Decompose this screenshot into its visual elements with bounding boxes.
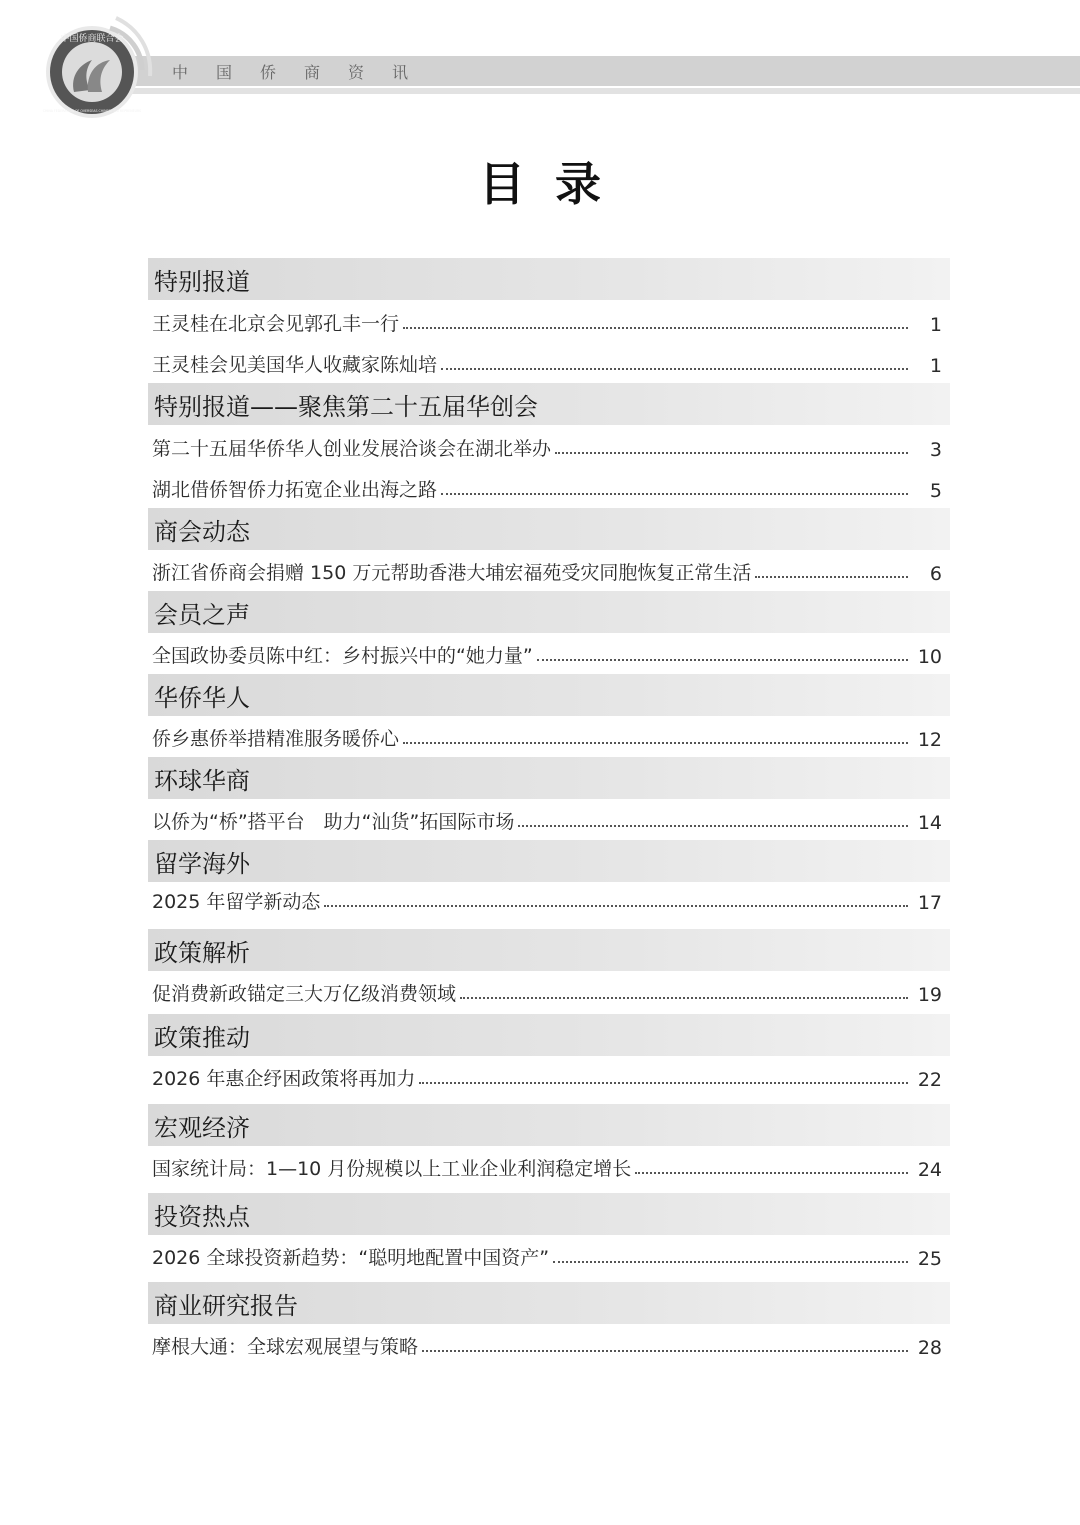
- toc-entry-page-number: 1: [929, 314, 942, 336]
- section-title: 投资热点: [154, 1203, 250, 1231]
- toc-entry-title: 王灵桂在北京会见郭孔丰一行: [152, 313, 400, 335]
- section-title: 环球华商: [154, 767, 250, 795]
- section-header: [148, 757, 950, 799]
- section-title: 商会动态: [154, 518, 250, 546]
- toc-entry-title: 摩根大通：全球宏观展望与策略: [152, 1336, 419, 1358]
- toc-entry-title: 2026 年惠企纾困政策将再加力: [152, 1068, 416, 1090]
- toc-entry-title: 侨乡惠侨举措精准服务暖侨心: [152, 728, 400, 750]
- section-title: 特别报道——聚焦第二十五届华创会: [154, 393, 538, 421]
- section-header: [148, 383, 950, 425]
- section-header: [148, 1014, 950, 1056]
- toc-entry[interactable]: [152, 638, 942, 668]
- toc-entry[interactable]: [152, 347, 942, 377]
- toc-entry[interactable]: [152, 1329, 942, 1359]
- section-header: [148, 1104, 950, 1146]
- toc-entry-title: 第二十五届华侨华人创业发展洽谈会在湖北举办: [152, 438, 552, 460]
- dot-leader: [441, 368, 908, 370]
- section-header: [148, 591, 950, 633]
- dot-leader: [403, 327, 908, 329]
- toc-entry-page-number: 22: [917, 1069, 942, 1091]
- toc-entry[interactable]: [152, 804, 942, 834]
- toc-entry[interactable]: [152, 555, 942, 585]
- dot-leader: [537, 659, 908, 661]
- dot-leader: [441, 493, 908, 495]
- dot-leader: [635, 1172, 908, 1174]
- dot-leader: [518, 825, 908, 827]
- toc-entry-title: 促消费新政锚定三大万亿级消费领域: [152, 983, 457, 1005]
- toc-entry-title: 国家统计局：1—10 月份规模以上工业企业利润稳定增长: [152, 1158, 632, 1180]
- dot-leader: [460, 997, 908, 999]
- toc-entry-title: 全国政协委员陈中红：乡村振兴中的“她力量”: [152, 645, 533, 667]
- dot-leader: [324, 905, 908, 907]
- toc-entry[interactable]: [152, 306, 942, 336]
- toc-entry-title: 王灵桂会见美国华人收藏家陈灿培: [152, 354, 438, 376]
- toc-entry-title: 以侨为“桥”搭平台 助力“汕货”拓国际市场: [152, 811, 515, 833]
- toc-entry-page-number: 5: [929, 480, 942, 502]
- dot-leader: [553, 1261, 908, 1263]
- section-header: [148, 840, 950, 882]
- section-header: [148, 508, 950, 550]
- toc-entry-page-number: 17: [917, 892, 942, 914]
- toc-entry-page-number: 24: [917, 1159, 942, 1181]
- dot-leader: [755, 576, 908, 578]
- section-header: [148, 1193, 950, 1235]
- logo-text: 中国侨商联合会: [60, 34, 124, 44]
- toc-entry[interactable]: [152, 976, 942, 1006]
- toc-entry[interactable]: [152, 472, 942, 502]
- section-header: [148, 674, 950, 716]
- toc-entry-page-number: 14: [917, 812, 942, 834]
- toc-entry-page-number: 25: [917, 1248, 942, 1270]
- toc-entry-page-number: 6: [929, 563, 942, 585]
- section-title: 华侨华人: [154, 684, 250, 712]
- toc-entry-title: 2026 全球投资新趋势：“聪明地配置中国资产”: [152, 1247, 550, 1269]
- section-title: 特别报道: [154, 268, 250, 296]
- section-title: 宏观经济: [154, 1114, 250, 1142]
- toc-entry[interactable]: [152, 1061, 942, 1091]
- dot-leader: [419, 1082, 908, 1084]
- section-header: [148, 929, 950, 971]
- toc-entry-title: 湖北借侨智侨力拓宽企业出海之路: [152, 479, 438, 501]
- toc-entry-page-number: 19: [917, 984, 942, 1006]
- toc-entry[interactable]: [152, 721, 942, 751]
- section-title: 留学海外: [154, 850, 250, 878]
- toc-entry[interactable]: [152, 1151, 942, 1181]
- dot-leader: [403, 742, 908, 744]
- dot-leader: [422, 1350, 908, 1352]
- section-title: 商业研究报告: [154, 1292, 298, 1320]
- toc-entry[interactable]: [152, 884, 942, 914]
- toc-entry[interactable]: [152, 1240, 942, 1270]
- section-title: 政策推动: [154, 1024, 250, 1052]
- toc-entry-page-number: 12: [917, 729, 942, 751]
- section-header: [148, 258, 950, 300]
- toc-entry-title: 浙江省侨商会捐赠 150 万元帮助香港大埔宏福苑受灾同胞恢复正常生活: [152, 562, 752, 584]
- toc-entry[interactable]: [152, 431, 942, 461]
- toc-entry-page-number: 10: [917, 646, 942, 668]
- section-header: [148, 1282, 950, 1324]
- toc-entry-page-number: 1: [929, 355, 942, 377]
- header-text: 中国侨商资讯: [172, 63, 437, 82]
- toc-entry-page-number: 28: [917, 1337, 942, 1359]
- toc-entry-page-number: 3: [929, 439, 942, 461]
- section-title: 会员之声: [154, 601, 250, 629]
- toc-entry-title: 2025 年留学新动态: [152, 891, 321, 913]
- page-title: 目录: [479, 157, 631, 211]
- section-title: 政策解析: [154, 939, 250, 967]
- dot-leader: [555, 452, 908, 454]
- logo-subtext: CHINA FEDERATION OF OVERSEAS CHINESE ENTREPRENEURS: [42, 109, 142, 113]
